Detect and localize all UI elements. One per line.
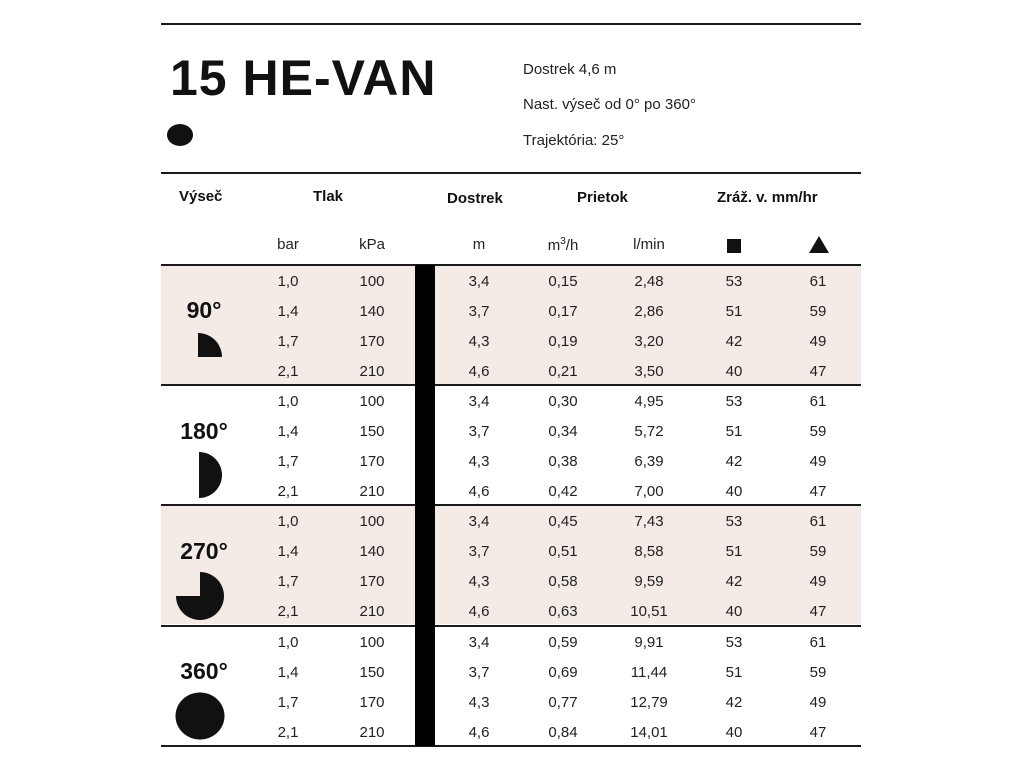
flow-lmin-cell: 6,39 — [634, 453, 664, 470]
pressure-kpa-cell: 170 — [359, 694, 385, 711]
pressure-kpa-cell: 100 — [359, 393, 385, 410]
unit-m: m — [472, 236, 486, 253]
flow-lmin-cell: 4,95 — [634, 393, 664, 410]
pressure-kpa-cell: 210 — [359, 603, 385, 620]
triangle-spacing-icon — [809, 236, 829, 253]
precip-triangle-cell: 49 — [809, 333, 827, 350]
pressure-kpa-cell: 210 — [359, 724, 385, 741]
precip-square-cell: 53 — [725, 393, 743, 410]
header-flow: Prietok — [577, 189, 628, 206]
flow-m3h-cell: 0,84 — [548, 724, 578, 741]
pressure-kpa-cell: 100 — [359, 634, 385, 651]
precip-triangle-cell: 59 — [809, 543, 827, 560]
flow-m3h-cell: 0,58 — [548, 573, 578, 590]
radius-m-cell: 3,7 — [468, 664, 490, 681]
pressure-kpa-cell: 140 — [359, 543, 385, 560]
precip-triangle-cell: 47 — [809, 363, 827, 380]
model-title: 15 HE-VAN — [170, 50, 437, 106]
flow-lmin-cell: 10,51 — [630, 603, 668, 620]
row-rule — [161, 384, 861, 386]
flow-lmin-cell: 12,79 — [630, 694, 668, 711]
pressure-kpa-cell: 170 — [359, 453, 385, 470]
precip-triangle-cell: 49 — [809, 453, 827, 470]
group-band-360 — [161, 626, 861, 745]
radius-m-cell: 4,3 — [468, 694, 490, 711]
radius-m-cell: 4,3 — [468, 453, 490, 470]
row-rule — [161, 625, 861, 627]
precip-triangle-cell: 59 — [809, 664, 827, 681]
precip-square-cell: 51 — [725, 664, 743, 681]
group-band-90 — [161, 265, 861, 384]
precip-triangle-cell: 61 — [809, 393, 827, 410]
pressure-kpa-cell: 150 — [359, 664, 385, 681]
square-spacing-icon — [727, 239, 741, 253]
full-circle-icon — [175, 692, 225, 740]
unit-bar: bar — [277, 236, 299, 253]
flow-m3h-cell: 0,19 — [548, 333, 578, 350]
spec-arc-range: Nast. výseč od 0° po 360° — [523, 96, 696, 113]
pressure-bar-cell: 2,1 — [277, 483, 299, 500]
precip-triangle-cell: 47 — [809, 483, 827, 500]
radius-m-cell: 3,7 — [468, 423, 490, 440]
pressure-bar-cell: 1,4 — [277, 664, 299, 681]
flow-m3h-cell: 0,77 — [548, 694, 578, 711]
precip-square-cell: 40 — [725, 483, 743, 500]
flow-m3h-cell: 0,21 — [548, 363, 578, 380]
pressure-bar-cell: 1,7 — [277, 333, 299, 350]
quarter-circle-icon — [198, 333, 224, 357]
precip-square-cell: 42 — [725, 694, 743, 711]
radius-m-cell: 4,6 — [468, 724, 490, 741]
header-rule — [161, 172, 861, 174]
top-rule — [161, 23, 861, 25]
pressure-bar-cell: 1,0 — [277, 513, 299, 530]
header-radius: Dostrek — [447, 190, 503, 207]
header-pressure: Tlak — [313, 188, 344, 205]
bottom-rule — [161, 745, 861, 747]
flow-m3h-cell: 0,15 — [548, 273, 578, 290]
radius-m-cell: 3,4 — [468, 393, 490, 410]
three-quarter-circle-icon — [175, 572, 225, 620]
radius-m-cell: 4,6 — [468, 363, 490, 380]
precip-square-cell: 40 — [725, 363, 743, 380]
flow-lmin-cell: 7,43 — [634, 513, 664, 530]
group-band-180 — [161, 385, 861, 504]
flow-lmin-cell: 2,86 — [634, 303, 664, 320]
group-band-270 — [161, 505, 861, 624]
radius-m-cell: 4,3 — [468, 573, 490, 590]
precip-square-cell: 40 — [725, 603, 743, 620]
precip-square-cell: 53 — [725, 273, 743, 290]
flow-m3h-cell: 0,45 — [548, 513, 578, 530]
radius-m-cell: 4,3 — [468, 333, 490, 350]
precip-square-cell: 51 — [725, 543, 743, 560]
pressure-kpa-cell: 100 — [359, 513, 385, 530]
half-circle-icon — [199, 452, 225, 498]
radius-m-cell: 4,6 — [468, 483, 490, 500]
flow-m3h-cell: 0,51 — [548, 543, 578, 560]
precip-triangle-cell: 61 — [809, 513, 827, 530]
unit-kpa: kPa — [359, 236, 385, 253]
header-precipitation: Zráž. v. mm/hr — [717, 189, 818, 206]
flow-m3h-cell: 0,30 — [548, 393, 578, 410]
pressure-kpa-cell: 100 — [359, 273, 385, 290]
flow-lmin-cell: 3,50 — [634, 363, 664, 380]
pressure-bar-cell: 1,7 — [277, 453, 299, 470]
pressure-kpa-cell: 170 — [359, 573, 385, 590]
precip-square-cell: 40 — [725, 724, 743, 741]
pressure-bar-cell: 1,0 — [277, 393, 299, 410]
precip-square-cell: 42 — [725, 573, 743, 590]
flow-lmin-cell: 7,00 — [634, 483, 664, 500]
precip-square-cell: 53 — [725, 634, 743, 651]
flow-lmin-cell: 8,58 — [634, 543, 664, 560]
precip-square-cell: 42 — [725, 333, 743, 350]
pressure-bar-cell: 1,7 — [277, 573, 299, 590]
flow-m3h-cell: 0,38 — [548, 453, 578, 470]
flow-lmin-cell: 9,91 — [634, 634, 664, 651]
radius-m-cell: 3,4 — [468, 513, 490, 530]
flow-m3h-cell: 0,59 — [548, 634, 578, 651]
precip-triangle-cell: 47 — [809, 724, 827, 741]
radius-m-cell: 3,7 — [468, 303, 490, 320]
pressure-bar-cell: 2,1 — [277, 363, 299, 380]
radius-m-cell: 3,4 — [468, 634, 490, 651]
precip-square-cell: 51 — [725, 423, 743, 440]
unit-lmin: l/min — [633, 236, 665, 253]
precip-triangle-cell: 61 — [809, 634, 827, 651]
pressure-kpa-cell: 140 — [359, 303, 385, 320]
flow-lmin-cell: 11,44 — [630, 664, 668, 681]
flow-lmin-cell: 5,72 — [634, 423, 664, 440]
precip-triangle-cell: 59 — [809, 423, 827, 440]
flow-lmin-cell: 14,01 — [630, 724, 668, 741]
flow-lmin-cell: 9,59 — [634, 573, 664, 590]
pressure-bar-cell: 1,0 — [277, 273, 299, 290]
nozzle-color-dot-icon — [167, 124, 193, 146]
pressure-kpa-cell: 210 — [359, 483, 385, 500]
pressure-bar-cell: 2,1 — [277, 724, 299, 741]
precip-triangle-cell: 47 — [809, 603, 827, 620]
flow-m3h-cell: 0,17 — [548, 303, 578, 320]
flow-lmin-cell: 2,48 — [634, 273, 664, 290]
flow-m3h-cell: 0,69 — [548, 664, 578, 681]
precip-triangle-cell: 49 — [809, 694, 827, 711]
precip-triangle-cell: 59 — [809, 303, 827, 320]
pressure-kpa-cell: 210 — [359, 363, 385, 380]
spec-trajectory: Trajektória: 25° — [523, 132, 625, 149]
spec-radius: Dostrek 4,6 m — [523, 61, 617, 78]
radius-m-cell: 3,4 — [468, 273, 490, 290]
row-rule — [161, 264, 861, 266]
pressure-bar-cell: 2,1 — [277, 603, 299, 620]
pressure-bar-cell: 1,4 — [277, 423, 299, 440]
header-sector: Výseč — [179, 188, 223, 205]
flow-m3h-cell: 0,42 — [548, 483, 578, 500]
pressure-bar-cell: 1,4 — [277, 303, 299, 320]
pressure-bar-cell: 1,0 — [277, 634, 299, 651]
pressure-kpa-cell: 170 — [359, 333, 385, 350]
flow-m3h-cell: 0,34 — [548, 423, 578, 440]
precip-triangle-cell: 61 — [809, 273, 827, 290]
pressure-kpa-cell: 150 — [359, 423, 385, 440]
nozzle-color-bar — [415, 265, 435, 746]
flow-m3h-cell: 0,63 — [548, 603, 578, 620]
row-rule — [161, 504, 861, 506]
radius-m-cell: 4,6 — [468, 603, 490, 620]
pressure-bar-cell: 1,4 — [277, 543, 299, 560]
flow-lmin-cell: 3,20 — [634, 333, 664, 350]
unit-m3h: $m^3/h$ — [547, 236, 579, 254]
precip-triangle-cell: 49 — [809, 573, 827, 590]
precip-square-cell: 51 — [725, 303, 743, 320]
precip-square-cell: 42 — [725, 453, 743, 470]
pressure-bar-cell: 1,7 — [277, 694, 299, 711]
radius-m-cell: 3,7 — [468, 543, 490, 560]
precip-square-cell: 53 — [725, 513, 743, 530]
